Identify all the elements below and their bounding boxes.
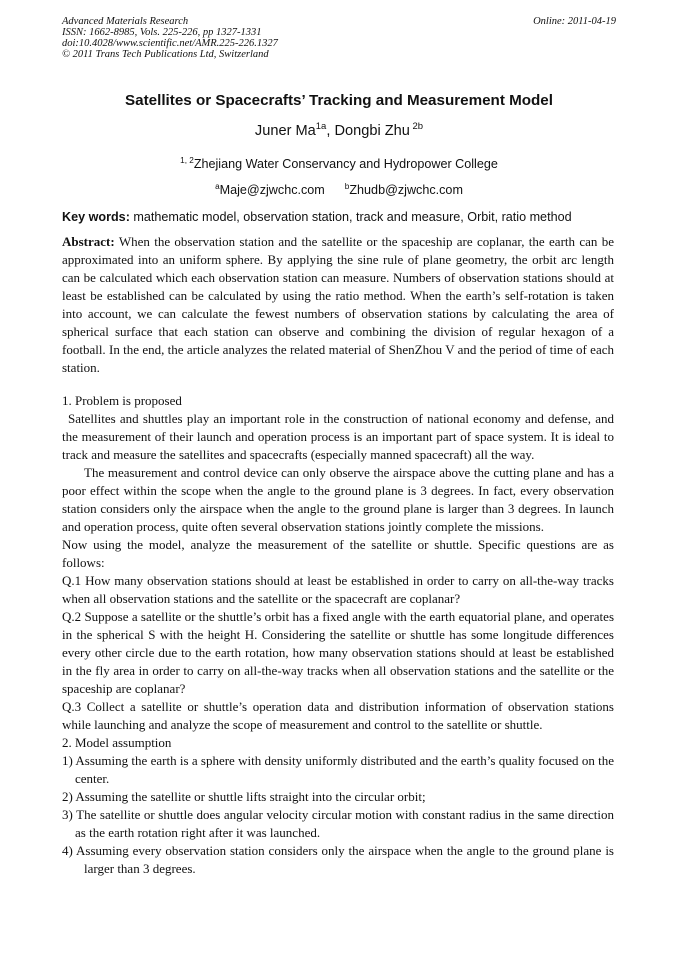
online-date: Online: 2011-04-19	[533, 16, 616, 27]
journal-doi: doi:10.4028/www.scientific.net/AMR.225-226.1327	[62, 38, 278, 49]
question-1: Q.1 How many observation stations should at least be established in order to carry on all-the-way tracks when all observation stations and the satellite or the spacecraft are coplanar?	[62, 573, 614, 606]
section-1-paragraph-2: The measurement and control device can only observe the airspace above the cutting plane and has a poor effect within the scope when the angle to the ground plane is 3 degrees. In fact, every observation station considers only the airspace when the angle to the ground plane is larger than 3 degrees. In launch and operation process, quite often several observation stations jointly complete the missions.	[62, 465, 614, 534]
assumption-1: 1) Assuming the earth is a sphere with density uniformly distributed and the earth’s quality focused on the center.	[62, 753, 614, 786]
author-2-name: Dongbi Zhu	[334, 123, 410, 139]
keywords-label: Key words:	[62, 210, 130, 224]
keywords-text: mathematic model, observation station, track and measure, Orbit, ratio method	[129, 210, 572, 224]
author-2-affil-mark: 2b	[409, 121, 424, 133]
paper-title: Satellites or Spacecrafts’ Tracking and Measurement Model	[125, 92, 553, 109]
journal-copyright: © 2011 Trans Tech Publications Ltd, Switzerland	[62, 49, 269, 60]
assumption-2: 2) Assuming the satellite or shuttle lifts straight into the circular orbit;	[62, 789, 426, 804]
question-3: Q.3 Collect a satellite or shuttle’s operation data and distribution information of observation stations while launching and analyze the scope of measurement and control to the satellite or shuttle.	[62, 699, 614, 732]
affiliation-mark: 1, 2	[180, 155, 194, 165]
abstract-label: Abstract:	[62, 234, 115, 249]
assumption-4: 4) Assuming every observation station considers only the airspace when the angle to the ground plane is larger than 3 degrees.	[62, 843, 614, 876]
keywords	[62, 210, 616, 224]
affiliation-name: Zhejiang Water Conservancy and Hydropower College	[193, 157, 498, 171]
author-separator: ,	[326, 123, 335, 139]
journal-name: Advanced Materials Research	[62, 16, 189, 27]
main-body	[62, 392, 614, 878]
abstract-text: When the observation station and the satellite or the spaceship are coplanar, the earth can be approximated into an uniform sphere. By applying the sine rule of plane geometry, the orbit arc length can be calculated which each observation station can measure. Numbers of observation stations should at least be established can be calculated by using the ratio method. When the earth’s self-rotation is taken into account, we can calculate the fewest numbers of observation stations by calculating the area of spherical surface that each station can observe and combining the division of regular hexagon of a football. In the end, the article analyzes the related material of ShenZhou V and the period of time of each station.	[62, 234, 614, 375]
section-1-paragraph-1: Satellites and shuttles play an important role in the construction of national economy and defense, and the measurement of their launch and operation process is an important part of space system. It is ideal to track and measure the satellites and spacecrafts (especially manned spacecraft) all the way.	[62, 411, 614, 462]
author-1-affil-mark: 1a	[315, 121, 327, 133]
email-b-mark: b	[344, 181, 350, 191]
author-1-name: Juner Ma	[254, 123, 316, 139]
affiliation	[0, 157, 678, 171]
email-line	[0, 183, 678, 197]
email-a[interactable]: Maje@zjwchc.com	[219, 183, 325, 197]
email-b[interactable]: Zhudb@zjwchc.com	[349, 183, 463, 197]
assumption-3: 3) The satellite or shuttle does angular velocity circular motion with constant radius in the same direction as the earth rotation right after it was launched.	[62, 807, 614, 840]
section-2-heading: 2. Model assumption	[62, 735, 172, 750]
section-1-heading: 1. Problem is proposed	[62, 393, 182, 408]
author-line	[0, 123, 678, 139]
abstract	[62, 233, 614, 377]
journal-header	[62, 16, 278, 60]
section-1-paragraph-3: Now using the model, analyze the measurement of the satellite or shuttle. Specific questions are as follows:	[62, 537, 614, 570]
journal-issn: ISSN: 1662-8985, Vols. 225-226, pp 1327-1331	[62, 27, 262, 38]
question-2: Q.2 Suppose a satellite or the shuttle’s orbit has a fixed angle with the earth equatorial plane, and operates in the spherical S with the height H. Considering the satellite or shuttle has some longitude differences every other circle due to the earth rotation, how many observation stations should at least be established in the fly area in order to carry on all-the-way tracks when all observation stations and the satellite or the spaceship are coplanar?	[62, 609, 614, 696]
email-a-mark: a	[215, 181, 220, 191]
